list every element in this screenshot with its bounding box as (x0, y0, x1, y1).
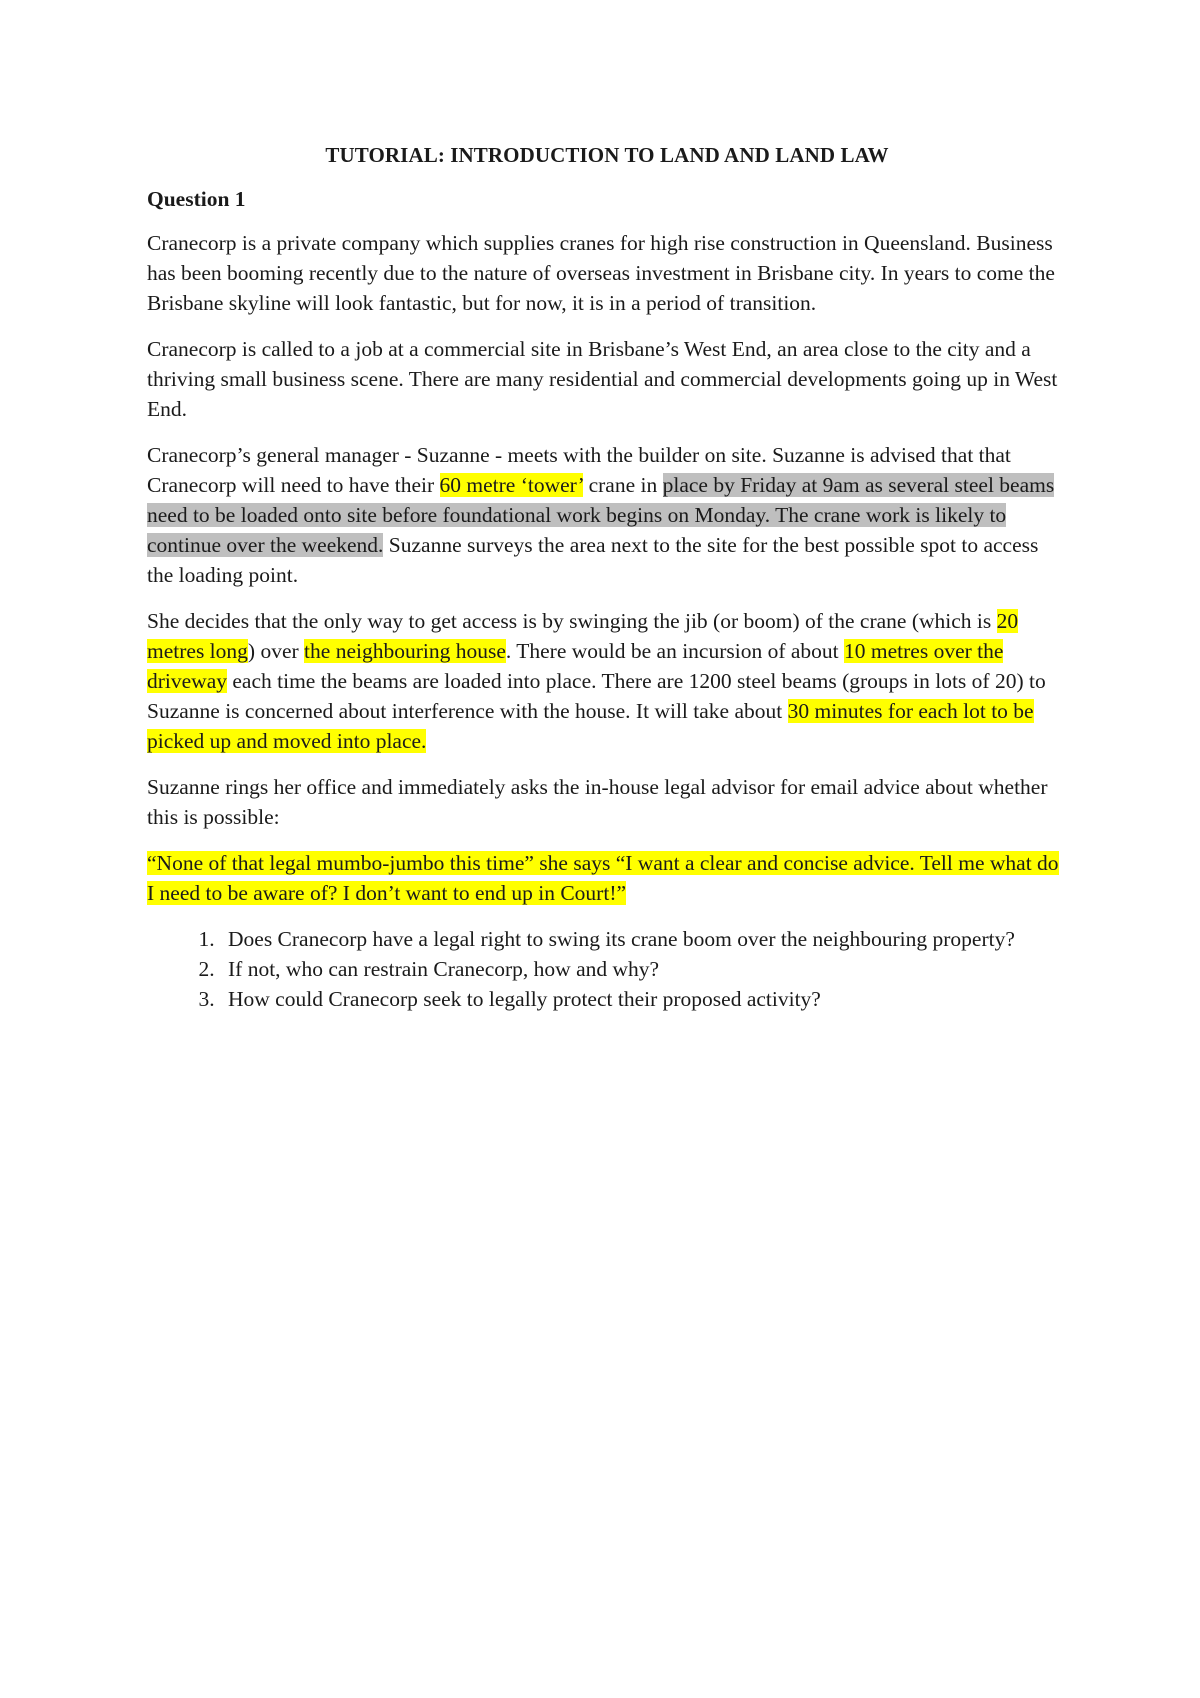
paragraph-2: Cranecorp is called to a job at a commercial site in Brisbane’s West End, an area close to the city and a thriving small business scene. There are many residential and commercial developments going up in West End. (147, 337, 1058, 421)
text-run: Suzanne surveys the area next to the site for the best possible spot to access the loading point. (147, 533, 1039, 587)
highlight-yellow: the neighbouring house (304, 639, 506, 663)
question-item: 1. Does Cranecorp have a legal right to swing its crane boom over the neighbouring property? (220, 924, 1067, 954)
question-item: 3. How could Cranecorp seek to legally protect their proposed activity? (220, 984, 1067, 1014)
document-title: TUTORIAL: INTRODUCTION TO LAND AND LAND LAW (325, 143, 889, 167)
highlight-grey: place by Friday at 9am as several steel beams need to be loaded onto site before foundational work begins on Monday. The crane work is likely to continue over the weekend. (147, 473, 1055, 557)
paragraph-4 (147, 606, 1067, 756)
question-heading: Question 1 (147, 187, 246, 211)
highlight-yellow: 10 metres over the driveway (147, 639, 1004, 693)
highlight-yellow: 30 minutes for each lot to be picked up and moved into place. (147, 699, 1034, 753)
paragraph-5: Suzanne rings her office and immediately asks the in-house legal advisor for email advice about whether this is possible: (147, 775, 1048, 829)
quote-paragraph (147, 848, 1067, 908)
text-run: . There would be an incursion of about (505, 639, 845, 663)
paragraph-3 (147, 440, 1067, 590)
highlight-yellow: 60 metre ‘tower’ (439, 473, 584, 497)
paragraph-1: Cranecorp is a private company which supplies cranes for high rise construction in Queensland. Business has been booming recently due to the nature of overseas investment in Brisbane city. In years to come the Brisbane skyline will look fantastic, but for now, it is in a period of transition. (147, 231, 1055, 315)
highlight-yellow: 20 metres long (147, 609, 1019, 663)
text-run: ) over (247, 639, 305, 663)
text-run: She decides that the only way to get access is by swinging the jib (or boom) of the crane (which is (147, 609, 997, 633)
text-run: each time the beams are loaded into place. There are 1200 steel beams (groups in lots of 20) to Suzanne is concerned about interference with the house. It will take about (147, 669, 1046, 723)
question-list (147, 924, 1067, 1014)
question-item: 2. If not, who can restrain Cranecorp, how and why? (220, 954, 1067, 984)
document-body (147, 140, 1067, 1014)
highlighted-quote: “None of that legal mumbo-jumbo this time” she says “I want a clear and concise advice. Tell me what do I need to be aware of? I don’t want to end up in Court!” (147, 851, 1059, 905)
text-run: crane in (583, 473, 663, 497)
text-run: Cranecorp’s general manager - Suzanne - meets with the builder on site. Suzanne is advised that that Cranecorp will need to have their (147, 443, 1011, 497)
